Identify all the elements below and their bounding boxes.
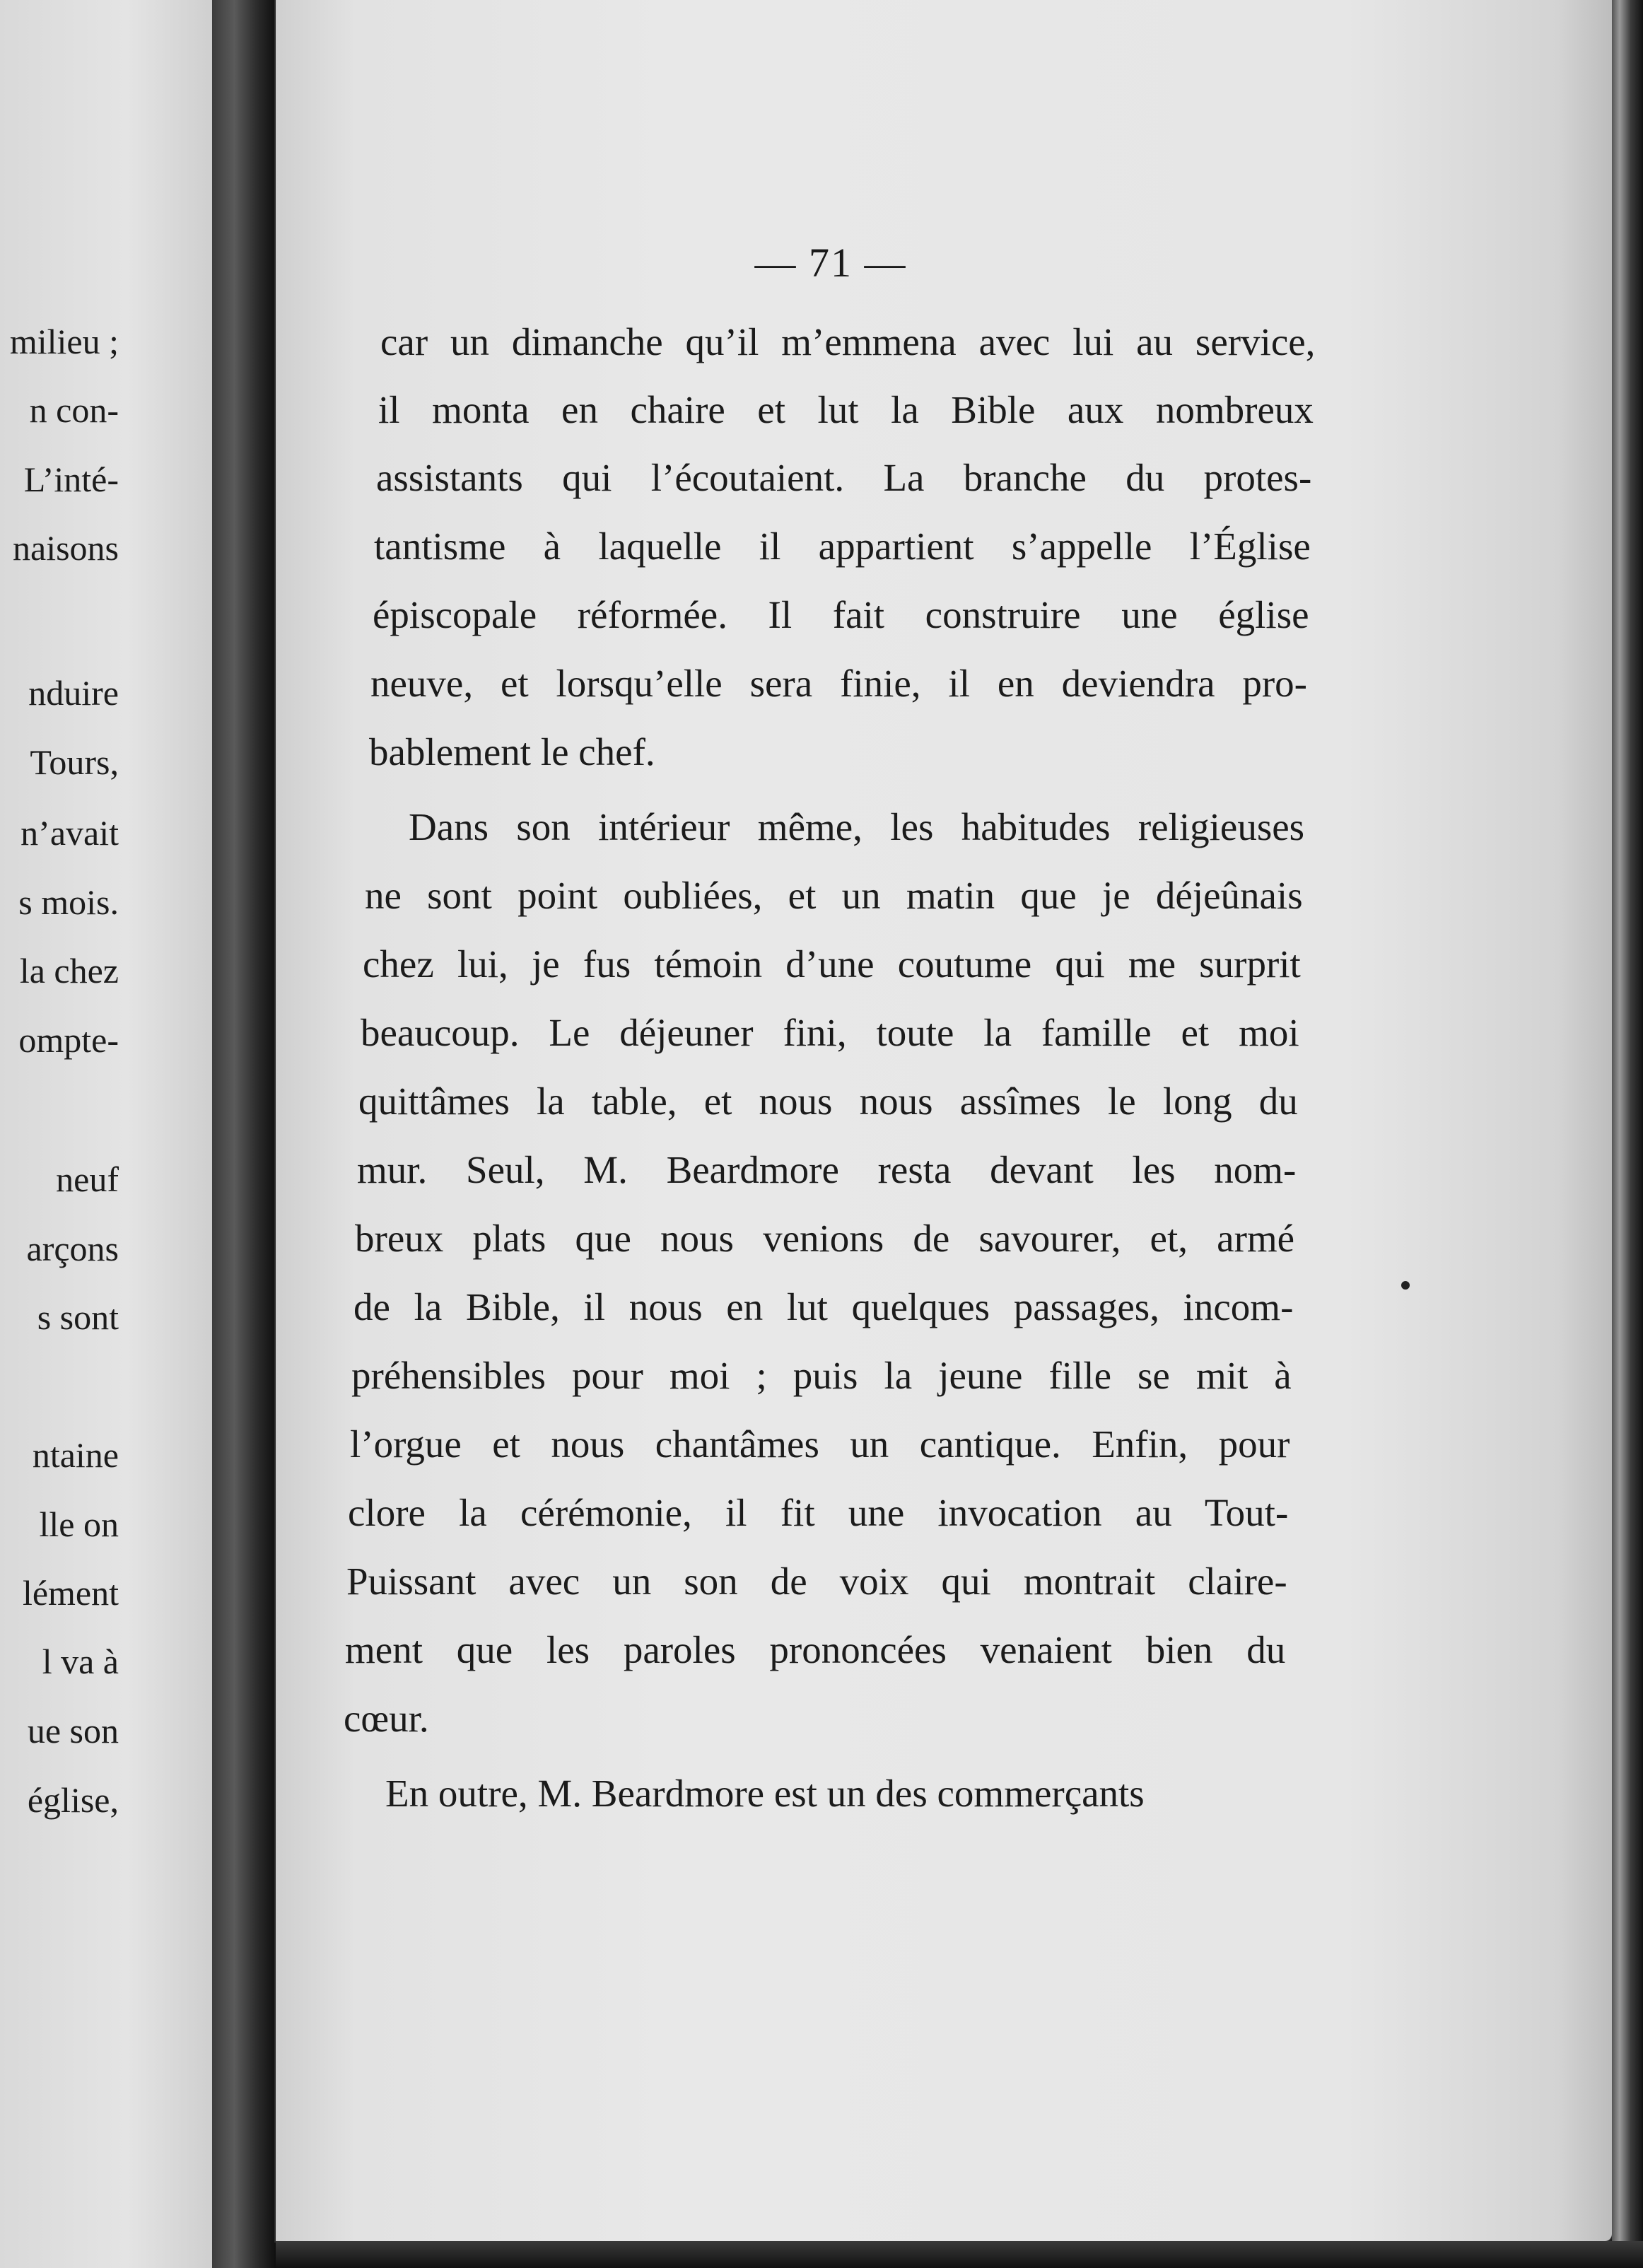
text-line: cœur.: [344, 1697, 429, 1740]
facing-line: milieu ;: [9, 322, 119, 361]
text-line: préhensibles pour moi ; puis la jeune fille se mit à: [351, 1354, 1292, 1397]
facing-line: église,: [27, 1780, 119, 1820]
ink-speck: [1401, 1281, 1410, 1290]
page-bottom-edge: [276, 2241, 1643, 2268]
facing-line: s mois.: [18, 882, 119, 922]
facing-line: neuf: [56, 1159, 119, 1199]
facing-line: naisons: [13, 528, 119, 568]
text-line: épiscopale réformée. Il fait construire une église: [373, 593, 1309, 636]
facing-line: s sont: [37, 1297, 119, 1337]
facing-line: n’avait: [21, 813, 119, 853]
facing-page-text: [0, 0, 212, 2268]
text-line: bablement le chef.: [369, 730, 655, 773]
text-line: il monta en chaire et lut la Bible aux nombreux: [378, 388, 1314, 431]
facing-line: n con-: [29, 390, 119, 430]
facing-page-fragment: [0, 0, 212, 2268]
facing-line: lle on: [39, 1504, 119, 1544]
facing-line: l va à: [42, 1642, 119, 1681]
facing-line: ntaine: [32, 1435, 119, 1475]
facing-line: ompte-: [18, 1020, 119, 1060]
facing-line: Tours,: [30, 742, 119, 782]
page-edge: [1612, 0, 1643, 2268]
text-line: ne sont point oubliées, et un matin que je déjeûnais: [365, 874, 1303, 917]
facing-line: nduire: [28, 673, 119, 713]
text-line: breux plats que nous venions de savourer, et, armé: [355, 1217, 1295, 1260]
facing-line: lément: [22, 1573, 119, 1613]
text-line: Puissant avec un son de voix qui montrait claire-: [346, 1560, 1287, 1603]
text-line: chez lui, je fus témoin d’une coutume qui me surprit: [363, 942, 1301, 986]
text-line: quittâmes la table, et nous nous assîmes le long du: [358, 1080, 1298, 1123]
text-line: neuve, et lorsqu’elle sera finie, il en deviendra pro-: [370, 662, 1307, 705]
book-gutter: [212, 0, 276, 2268]
text-line: Dans son intérieur même, les habitudes religieuses: [409, 805, 1305, 848]
page-number: — 71 —: [754, 240, 907, 286]
text-line: beaucoup. Le déjeuner fini, toute la famille et moi: [361, 1011, 1299, 1054]
facing-line: ue son: [27, 1711, 119, 1750]
text-line: En outre, M. Beardmore est un des commerçants: [385, 1772, 1145, 1815]
text-line: clore la cérémonie, il fit une invocation au Tout-: [348, 1491, 1289, 1534]
text-line: assistants qui l’écoutaient. La branche du protes-: [376, 456, 1312, 499]
text-line: de la Bible, il nous en lut quelques passages, incom-: [353, 1285, 1294, 1328]
text-line: tantisme à laquelle il appartient s’appelle l’Église: [374, 525, 1311, 568]
text-line: l’orgue et nous chantâmes un cantique. Enfin, pour: [350, 1422, 1290, 1466]
text-line: ment que les paroles prononcées venaient bien du: [345, 1628, 1286, 1671]
facing-line: L’inté-: [23, 460, 119, 499]
text-line: mur. Seul, M. Beardmore resta devant les nom-: [357, 1148, 1297, 1191]
text-line: car un dimanche qu’il m’emmena avec lui au service,: [380, 320, 1316, 363]
facing-line: arçons: [26, 1229, 119, 1268]
facing-line: la chez: [19, 951, 119, 990]
